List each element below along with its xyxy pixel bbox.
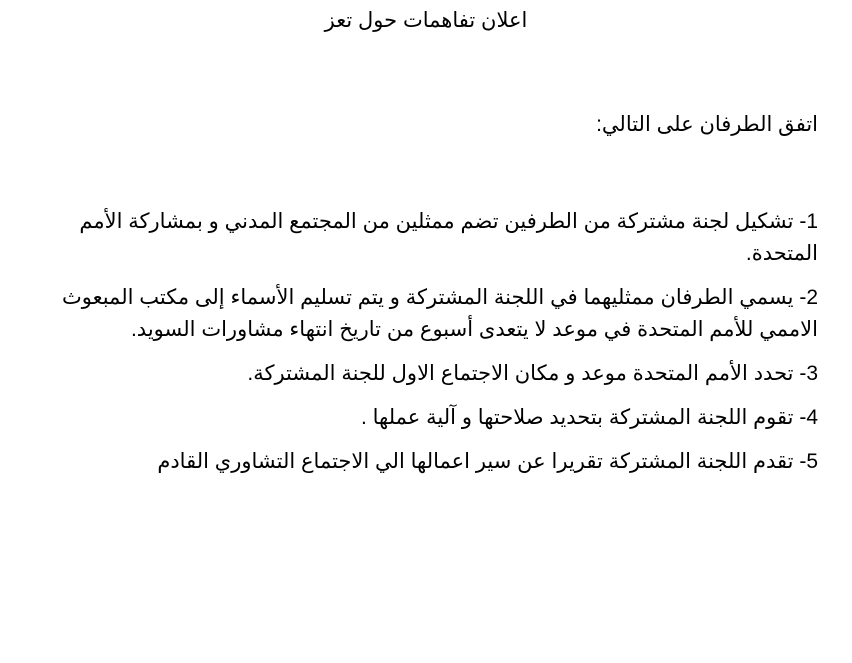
item-text: يسمي الطرفان ممثليهما في اللجنة المشتركة و يتم تسليم الأسماء إلى مكتب المبعوث الاممي للأمم المتحدة في موعد لا يتعدى أسبوع من تاريخ انتهاء مشاورات السويد. (61, 286, 818, 341)
item-number: 4- (799, 406, 818, 429)
item-text: تحدد الأمم المتحدة موعد و مكان الاجتماع الاول للجنة المشتركة. (247, 362, 800, 385)
list-item (53, 402, 818, 434)
agreement-list (53, 206, 818, 490)
item-number: 5- (799, 450, 818, 473)
list-item (53, 446, 818, 478)
intro-text: اتفق الطرفان على التالي: (596, 113, 818, 136)
list-item (53, 282, 818, 346)
item-text: تقوم اللجنة المشتركة بتحديد صلاحتها و آلية عملها . (360, 406, 800, 429)
document-title: اعلان تفاهمات حول تعز (324, 9, 528, 32)
item-number: 1- (799, 210, 818, 233)
item-number: 3- (799, 362, 818, 385)
item-text: تقدم اللجنة المشتركة تقريرا عن سير اعمالها الي الاجتماع التشاوري القادم (157, 450, 800, 473)
item-number: 2- (799, 286, 818, 309)
list-item (53, 358, 818, 390)
item-text: تشكيل لجنة مشتركة من الطرفين تضم ممثلين من المجتمع المدني و بمشاركة الأمم المتحدة. (79, 210, 818, 265)
list-item (53, 206, 818, 270)
